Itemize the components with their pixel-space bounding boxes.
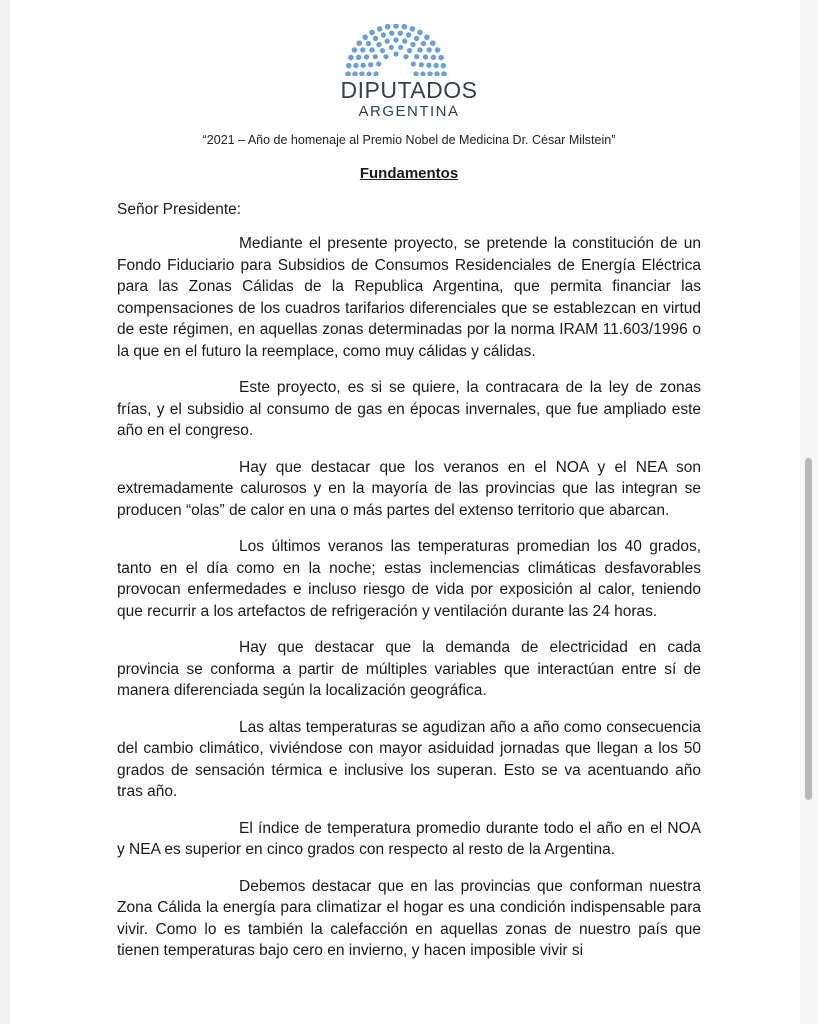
logo-seat-dot [362, 34, 368, 40]
body-paragraph: Las altas temperaturas se agudizan año a año como consecuencia del cambio climático, viviéndose con mayor asiduidad jornadas que llegan a los 50 grados de sensación térmica e inclusive los superan. Esto se va acentuando año tras año. [117, 718, 701, 800]
logo-seat-dot [393, 24, 399, 29]
logo-seat-dot [366, 71, 371, 76]
logo-seat-dot [373, 54, 378, 59]
logo-seat-dot [366, 41, 371, 46]
year-motto: “2021 – Año de homenaje al Premio Nobel de Medicina Dr. César Milstein” [202, 133, 616, 147]
logo-seat-dot [352, 71, 357, 76]
logo-seat-dot [419, 62, 424, 67]
logo-seat-dot [424, 34, 430, 40]
logo-seat-dot [356, 40, 362, 46]
logo-seat-dot [427, 71, 432, 76]
document-heading: Fundamentos [359, 165, 459, 182]
logo-seat-dot [417, 30, 423, 36]
logo-seat-dot [385, 38, 390, 43]
logo-seat-dot [369, 47, 374, 52]
logo-seat-dot [380, 48, 385, 53]
logo-seat-dot [389, 45, 394, 50]
logo-seat-dot [413, 71, 418, 76]
logo-seat-dot [414, 54, 419, 59]
hemicycle-icon [330, 24, 462, 76]
logo-title: DIPUTADOS [340, 77, 478, 103]
logo-seat-dot [403, 54, 408, 59]
logo-seat-dot [376, 61, 381, 66]
logo-subtitle: ARGENTINA [358, 103, 460, 120]
logo-seat-dot [359, 71, 364, 76]
logo-seat-dot [411, 61, 416, 66]
logo-seat-dot [352, 47, 358, 53]
logo-seat-dot [385, 24, 391, 30]
logo-seat-dot [346, 63, 352, 69]
logo-seat-dot [345, 71, 351, 76]
logo-seat-dot [438, 55, 444, 61]
logo-seat-dot [426, 47, 431, 52]
logo-seat-dot [389, 31, 394, 36]
logo-seat-dot [364, 54, 369, 59]
logo-seat-dot [410, 26, 416, 32]
logo-seat-dot [376, 42, 381, 47]
logo-seat-dot [402, 38, 407, 43]
chamber-logo [330, 24, 462, 76]
logo-seat-dot [434, 71, 439, 76]
logo-seat-dot [421, 41, 426, 46]
logo-seat-dot [431, 55, 436, 60]
logo-seat-dot [435, 47, 441, 53]
logo-seat-dot [393, 37, 398, 42]
logo-seat-dot [369, 30, 375, 36]
body-paragraph: El índice de temperatura promedio durante todo el año en el NOA y NEA es superior en cinco grados con respecto al resto de la Argentina. [117, 819, 701, 858]
scrollbar-thumb[interactable] [805, 458, 812, 800]
logo-seat-dot [406, 32, 411, 37]
logo-seat-dot [441, 71, 447, 76]
logo-seat-dot [360, 63, 365, 68]
logo-seat-dot [430, 40, 436, 46]
logo-seat-dot [417, 47, 422, 52]
document-body [117, 233, 701, 977]
body-paragraph: Los últimos veranos las temperaturas promedian los 40 grados, tanto en el día como en la noche; estas inclemencias climáticas desfavorables provocan enfermedades e incluso riesgo de vida por exposición al calor, teniendo que recurrir a los artefactos de refrigeración y ventilación durante las 24 horas. [117, 538, 701, 620]
logo-seat-dot [373, 71, 378, 76]
logo-seat-dot [377, 26, 383, 32]
logo-seat-dot [398, 31, 403, 36]
body-paragraph: Mediante el presente proyecto, se pretende la constitución de un Fondo Fiduciario para Subsidios de Consumos Residenciales de Energía Eléctrica para las Zonas Cálidas de la Republica Argentina, que permita financiar las compensaciones de los cuadros tarifarios diferenciales que se establezcan en virtud de este régimen, en aquellas zonas determinadas por la norma IRAM 11.603/1996 o la que en el futuro la reemplace, como muy cálidas y cálidas. [117, 235, 701, 360]
logo-seat-dot [353, 63, 358, 68]
page-edge-left [0, 0, 10, 1024]
logo-seat-dot [381, 32, 386, 37]
logo-seat-dot [426, 63, 431, 68]
logo-seat-dot [433, 63, 438, 68]
logo-seat-dot [407, 48, 412, 53]
body-paragraph: Hay que destacar que la demanda de electricidad en cada provincia se conforma a partir de múltiples variables que interactúan entre sí de manera diferenciada según la localización geográfica. [117, 639, 701, 699]
logo-seat-dot [373, 36, 378, 41]
logo-seat-dot [398, 45, 403, 50]
body-paragraph: Hay que destacar que los veranos en el NOA y el NEA son extremadamente calurosos y en la mayoría de las provincias que las integran se producen “olas” de calor en una o más partes del extenso territorio que abarcan. [117, 458, 701, 519]
logo-seat-dot [440, 63, 446, 69]
logo-seat-dot [423, 54, 428, 59]
salutation: Señor Presidente: [117, 201, 242, 218]
logo-seat-dot [420, 71, 425, 76]
logo-seat-dot [402, 24, 408, 30]
logo-seat-dot [393, 51, 398, 56]
logo-seat-dot [410, 42, 415, 47]
logo-seat-dot [360, 47, 365, 52]
logo-seat-dot [348, 55, 354, 61]
body-paragraph: Debemos destacar que en las provincias que conforman nuestra Zona Cálida la energía para climatizar el hogar es una condición indispensable para vivir. Como lo es también la calefacción en aquellas zonas de nuestro país que tienen temperaturas bajo cero en invierno, y hacen imposible vivir si [117, 877, 701, 959]
logo-seat-dot [368, 62, 373, 67]
body-paragraph: Este proyecto, es si se quiere, la contracara de la ley de zonas frías, y el subsidio al consumo de gas en épocas invernales, que fue ampliado este año en el congreso. [117, 379, 701, 439]
logo-seat-dot [356, 55, 361, 60]
logo-seat-dot [414, 36, 419, 41]
logo-seat-dot [383, 54, 388, 59]
